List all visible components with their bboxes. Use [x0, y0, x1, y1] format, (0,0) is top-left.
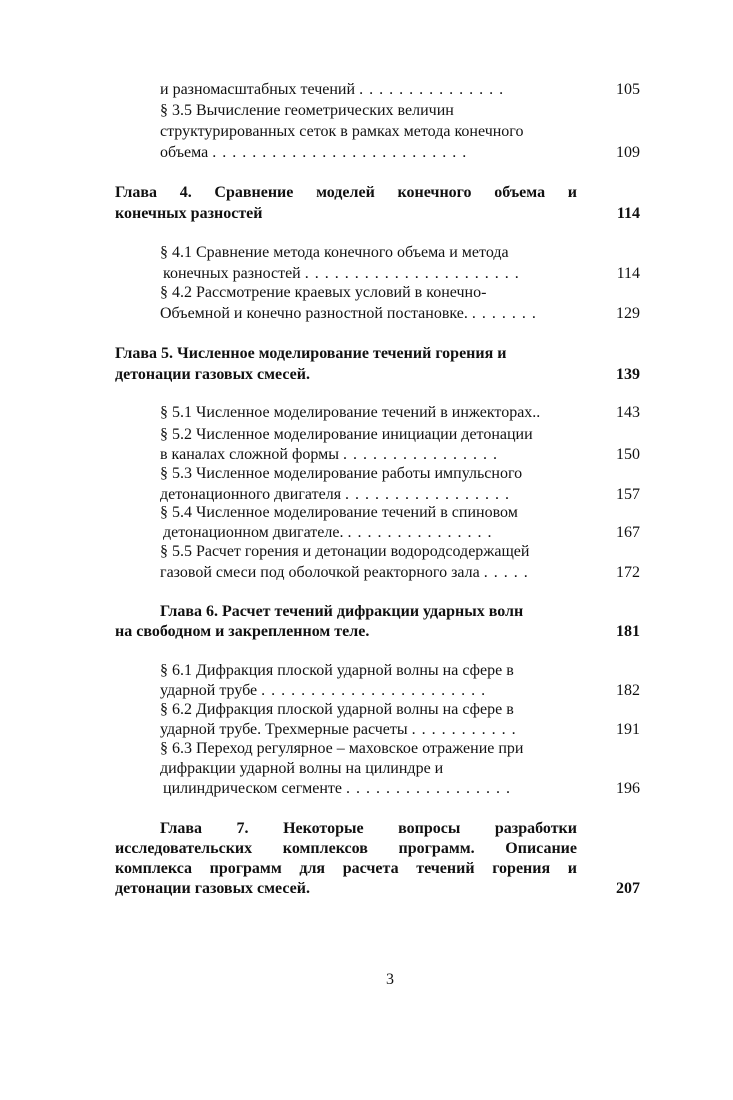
toc-entry-text: ударной трубе [160, 682, 258, 699]
chapter-page-number: 181 [616, 623, 640, 640]
toc-entry-5-5-line [160, 563, 529, 583]
dot-leader: . . . . . . . . . . . . . . . . . [346, 780, 511, 797]
toc-entry-5-1-line: § 5.1 Численное моделирование течений в инжекторах.. [160, 404, 541, 421]
toc-entry-5-5-title: § 5.5 Расчет горения и детонации водородсодержащей [160, 543, 530, 560]
toc-entry-3-5-line [160, 143, 467, 163]
toc-entry-6-3-line [163, 779, 511, 799]
chapter-6-heading: Глава 6. Расчет течений дифракции ударных волн [160, 603, 524, 620]
toc-page-number: 114 [616, 265, 640, 282]
dot-leader: . . . . . . . . . . . . . . . . . . . . . . . [261, 682, 487, 699]
chapter-7-heading-continued: детонации газовых смесей. [115, 880, 310, 897]
dot-leader: . . . . . . . . . . . . . . . . . . . . . . . . . . [212, 144, 468, 161]
toc-page-number: 167 [616, 524, 640, 541]
chapter-5-heading-continued: детонации газовых смесей. [115, 366, 310, 383]
page-number: 3 [386, 971, 394, 988]
toc-entry-6-2-line [160, 720, 517, 740]
toc-page-number: 105 [616, 81, 640, 98]
toc-entry-5-2-line [160, 445, 498, 465]
chapter-4-heading: Глава 4. Сравнение моделей конечного объема и [115, 184, 577, 201]
toc-page-number: 150 [616, 446, 640, 463]
toc-entry-text: цилиндрическом сегменте [163, 780, 342, 797]
toc-entry-6-1-line [160, 681, 486, 701]
toc-entry-5-3-line [160, 485, 510, 505]
toc-entry-5-2-title: § 5.2 Численное моделирование инициации детонации [160, 426, 533, 443]
toc-entry-text: конечных разностей [163, 265, 301, 282]
dot-leader: . . . . . . . . . . . . . . . [347, 524, 493, 541]
toc-entry-text: газовой смеси под оболочкой реакторного зала [160, 564, 480, 581]
chapter-7-heading-continued: исследовательских комплексов программ. Описание [115, 840, 577, 857]
toc-page-number: 191 [616, 721, 640, 738]
chapter-7-heading-continued: комплекса программ для расчета течений горения и [115, 860, 577, 877]
toc-entry-3-4-line [160, 80, 504, 100]
chapter-6-heading-continued: на свободном и закрепленном теле. [115, 623, 370, 640]
toc-page-number: 157 [616, 486, 640, 503]
toc-entry-6-2-title: § 6.2 Дифракция плоской ударной волны на сфере в [160, 701, 514, 718]
chapter-7-heading: Глава 7. Некоторые вопросы разработки [160, 820, 577, 837]
toc-page-number: 172 [616, 564, 640, 581]
toc-entry-text: в каналах сложной формы [160, 446, 339, 463]
dot-leader: . . . . . . . . . . . . . . . [359, 81, 505, 98]
toc-entry-6-1-title: § 6.1 Дифракция плоской ударной волны на сфере в [160, 662, 514, 679]
toc-entry-text: детонационного двигателя [160, 486, 342, 503]
toc-entry-text: и разномасштабных течений [160, 81, 356, 98]
toc-entry-text: Объемной и конечно разностной постановке. [160, 305, 468, 322]
toc-entry-6-3-continued: дифракции ударной волны на цилиндре и [160, 760, 444, 777]
toc-entry-text: детонационном двигателе. [163, 524, 344, 541]
toc-entry-5-4-title: § 5.4 Численное моделирование течений в спиновом [160, 504, 518, 521]
chapter-page-number: 139 [616, 366, 640, 383]
toc-entry-5-3-title: § 5.3 Численное моделирование работы импульсного [160, 465, 523, 482]
toc-entry-3-5-continued: структурированных сеток в рамках метода конечного [160, 123, 524, 140]
toc-page-number: 129 [616, 305, 640, 322]
toc-page-number: 143 [616, 404, 640, 421]
toc-page-number: 196 [616, 780, 640, 797]
toc-entry-5-4-line [163, 523, 492, 543]
dot-leader: . . . . . . . [471, 305, 537, 322]
toc-page-number: 182 [616, 682, 640, 699]
chapter-page-number: 207 [616, 880, 640, 897]
dot-leader: . . . . . . . . . . . . . . . . . [345, 486, 511, 503]
chapter-page-number: 114 [616, 205, 640, 222]
toc-entry-4-1-title: § 4.1 Сравнение метода конечного объема и метода [160, 244, 509, 261]
dot-leader: . . . . . . . . . . . [411, 721, 517, 738]
toc-entry-4-2-line [160, 304, 537, 324]
toc-entry-3-5-title: § 3.5 Вычисление геометрических величин [160, 102, 454, 119]
chapter-5-heading: Глава 5. Численное моделирование течений горения и [115, 345, 507, 362]
toc-entry-4-1-line [163, 264, 520, 284]
dot-leader: . . . . . . . . . . . . . . . . [342, 446, 498, 463]
toc-page-number: 109 [616, 144, 640, 161]
toc-entry-text: ударной трубе. Трехмерные расчеты [160, 721, 408, 738]
dot-leader: . . . . . [483, 564, 529, 581]
toc-entry-4-2-title: § 4.2 Рассмотрение краевых условий в конечно- [160, 284, 487, 301]
chapter-4-heading-continued: конечных разностей [115, 205, 263, 222]
toc-entry-text: объема [160, 144, 209, 161]
toc-entry-6-3-title: § 6.3 Переход регулярное – маховское отражение при [160, 740, 524, 757]
dot-leader: . . . . . . . . . . . . . . . . . . . . . . [304, 265, 520, 282]
